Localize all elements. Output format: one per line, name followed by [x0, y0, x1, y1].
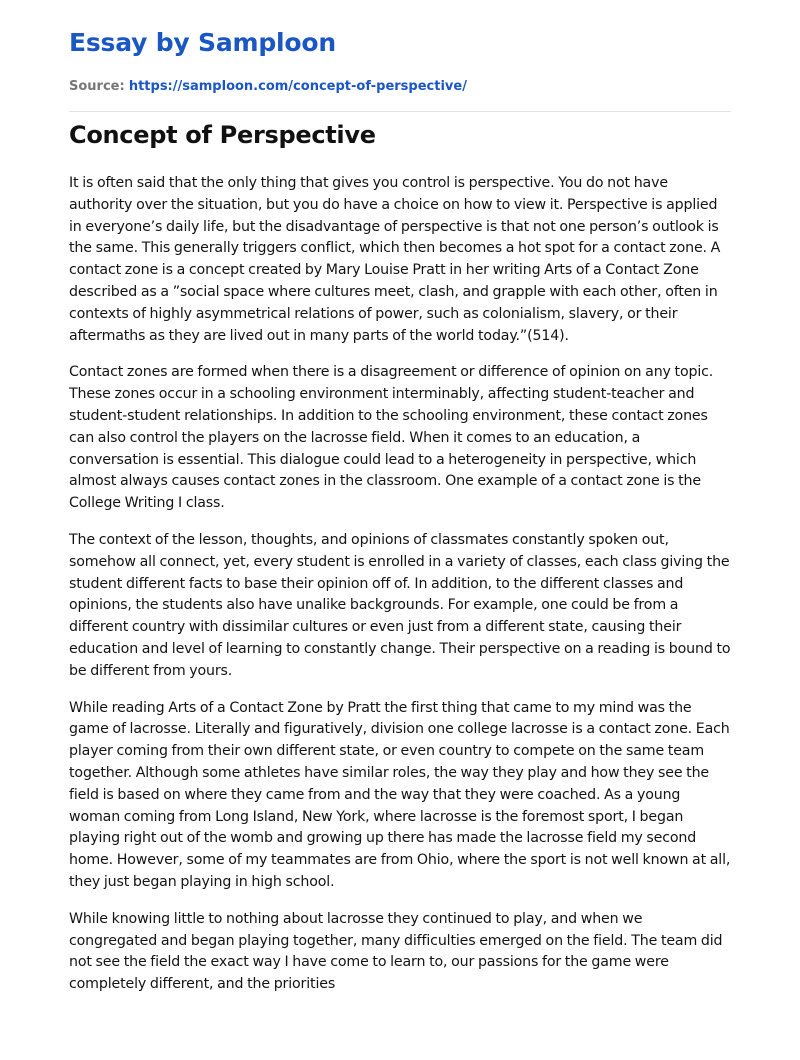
brand-logo-text[interactable]: Essay by Samploon [69, 28, 336, 57]
paragraph: While reading Arts of a Contact Zone by Pratt the first thing that came to my mind was the game of lacrosse. Literally and figuratively, division one college lacrosse is a contact zone. Each player coming from their own different state, or even country to compete on the same team together. Although some athletes have similar roles, the way they play and how they see the field is based on where they came from and the way that they were coached. As a young woman coming from Long Island, New York, where lacrosse is the foremost sport, I began playing right out of the womb and growing up there has made the lacrosse field my second home. However, some of my teammates are from Ohio, where the sport is not well known at all, they just began playing in high school. [69, 699, 731, 890]
paragraph: It is often said that the only thing that gives you control is perspective. You do not have authority over the situation, but you do have a choice on how to view it. Perspective is applied in everyone’s daily life, but the disadvantage of perspective is that not one person’s outlook is the same. This generally triggers conflict, which then becomes a hot spot for a contact zone. A contact zone is a concept created by Mary Louise Pratt in her writing Arts of a Contact Zone described as a ”social space where cultures meet, clash, and grapple with each other, often in contexts of highly asymmetrical relations of power, such as colonialism, slavery, or their aftermaths as they are lived out in many parts of the world today.”(514). [69, 175, 721, 344]
article-title: Concept of Perspective [69, 121, 376, 149]
paragraph: The context of the lesson, thoughts, and opinions of classmates constantly spoken out, somehow all connect, yet, every student is enrolled in a variety of classes, each class giving the student different facts to base their opinion off of. In addition, to the different classes and opinions, the students also have unalike backgrounds. For example, one could be from a different country with dissimilar cultures or even just from a different state, causing their education and level of learning to constantly change. Their perspective on a reading is bound to be different from yours. [69, 531, 731, 679]
paragraph: While knowing little to nothing about lacrosse they continued to play, and when we congregated and began playing together, many difficulties emerged on the field. The team did not see the field the exact way I have come to learn to, our passions for the game were completely different, and the priorities [69, 910, 723, 993]
source-link[interactable]: https://samploon.com/concept-of-perspective/ [128, 79, 467, 94]
source-label: Source: [69, 79, 125, 94]
source-line [69, 79, 467, 94]
article-body [69, 173, 731, 1011]
paragraph: Contact zones are formed when there is a disagreement or difference of opinion on any topic. These zones occur in a schooling environment interminably, affecting student-teacher and student-student relationships. In addition to the schooling environment, these contact zones can also control the players on the lacrosse field. When it comes to an education, a conversation is essential. This dialogue could lead to a heterogeneity in perspective, which almost always causes contact zones in the classroom. One example of a contact zone is the College Writing I class. [69, 364, 714, 512]
header-divider [69, 111, 731, 112]
